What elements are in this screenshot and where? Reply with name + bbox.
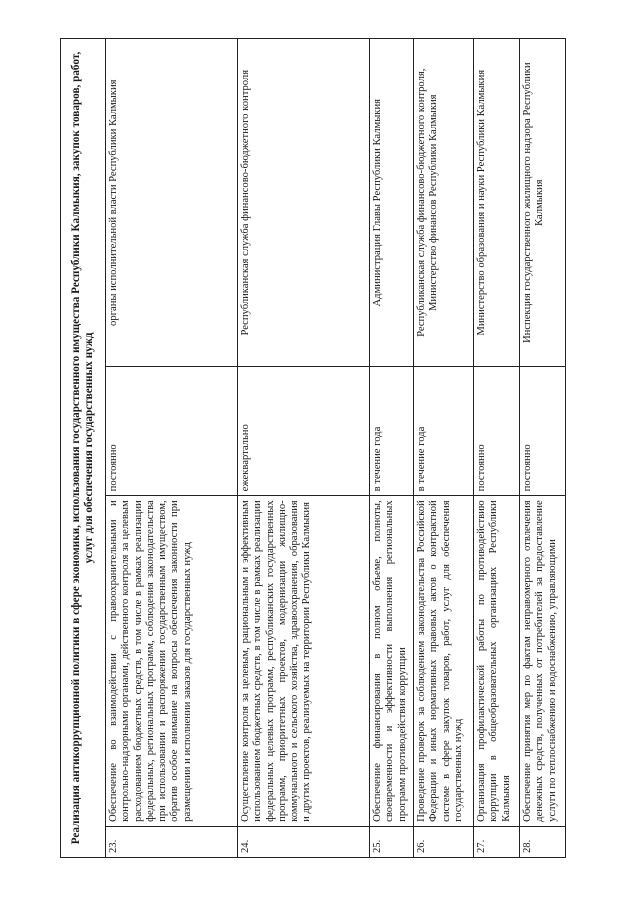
- row-period: постоянно: [106, 367, 238, 496]
- row-number: 24.: [238, 826, 370, 857]
- row-action: Проведение проверок за соблюдением законодательства Российской Федерации и иных нормативных правовых актов о контрактной системе в сфере закупок товаров, работ, услуг для обеспечения государственных нужд: [414, 496, 474, 827]
- row-action: Обеспечение принятия мер по фактам неправомерного отвлечения денежных средств, полученных от потребителей за предоставление услуги по теплоснабжению и водоснабжению, управляющими: [520, 496, 566, 827]
- table-row: [370, 39, 414, 858]
- row-executor: органы исполнительной власти Республики Калмыкия: [106, 39, 238, 367]
- row-action: Обеспечение во взаимодействии с правоохранительными и контрольно-надзорными органами, действенного контроля за целевым расходованием бюджетных средств, в том числе в рамках реализации федеральных, региональных программ, соблюдения законодательства при использовании и распоряжении государственным имуществом, обратив особое внимание на вопросы обеспечения законности при размещении и исполнении заказов для государственных нужд: [106, 496, 238, 827]
- anticorruption-plan-table: [60, 38, 566, 858]
- row-executor: Инспекция государственного жилищного надзора Республики Калмыкия: [520, 39, 566, 367]
- row-period: постоянно: [520, 367, 566, 496]
- table-row: [106, 39, 238, 858]
- row-number: 28.: [520, 826, 566, 857]
- row-executor: Республиканская служба финансово-бюджетного контроля: [238, 39, 370, 367]
- row-period: ежеквартально: [238, 367, 370, 496]
- row-executor: Министерство образования и науки Республики Калмыкия: [474, 39, 520, 367]
- row-action: Обеспечение финансирования в полном объеме, полноты, своевременности и эффективности выполнения региональных программ противодействия коррупции: [370, 496, 414, 827]
- row-number: 23.: [106, 826, 238, 857]
- row-period: в течение года: [370, 367, 414, 496]
- row-number: 26.: [414, 826, 474, 857]
- row-executor: Республиканская служба финансово-бюджетного контроля, Министерство финансов Республики Калмыкия: [414, 39, 474, 367]
- row-action: Осуществление контроля за целевым, рациональным и эффективным использованием бюджетных средств, в том числе в рамках реализации федеральных целевых программ, республиканских государственных программ, приоритетных проектов, модернизации жилищно-коммунального и сельского хозяйства, здравоохранения, образования и других проектов, реализуемых на территории Республики Калмыкия: [238, 496, 370, 827]
- row-number: 25.: [370, 826, 414, 857]
- row-executor: Администрация Главы Республики Калмыкия: [370, 39, 414, 367]
- row-number: 27.: [474, 826, 520, 857]
- document-page: [60, 38, 580, 858]
- section-title: Реализация антикоррупционной политики в сфере экономики, использования государственного имущества Республики Калмыкия, закупок товаров, работ, услуг для обеспечения государственных нужд: [61, 39, 106, 858]
- table-row: [520, 39, 566, 858]
- table-row: [474, 39, 520, 858]
- row-period: в течение года: [414, 367, 474, 496]
- table-row: [414, 39, 474, 858]
- row-period: постоянно: [474, 367, 520, 496]
- section-header-row: [61, 39, 106, 858]
- table-row: [238, 39, 370, 858]
- row-action: Организация профилактической работы по противодействию коррупции в общеобразовательных организациях Республики Калмыкия: [474, 496, 520, 827]
